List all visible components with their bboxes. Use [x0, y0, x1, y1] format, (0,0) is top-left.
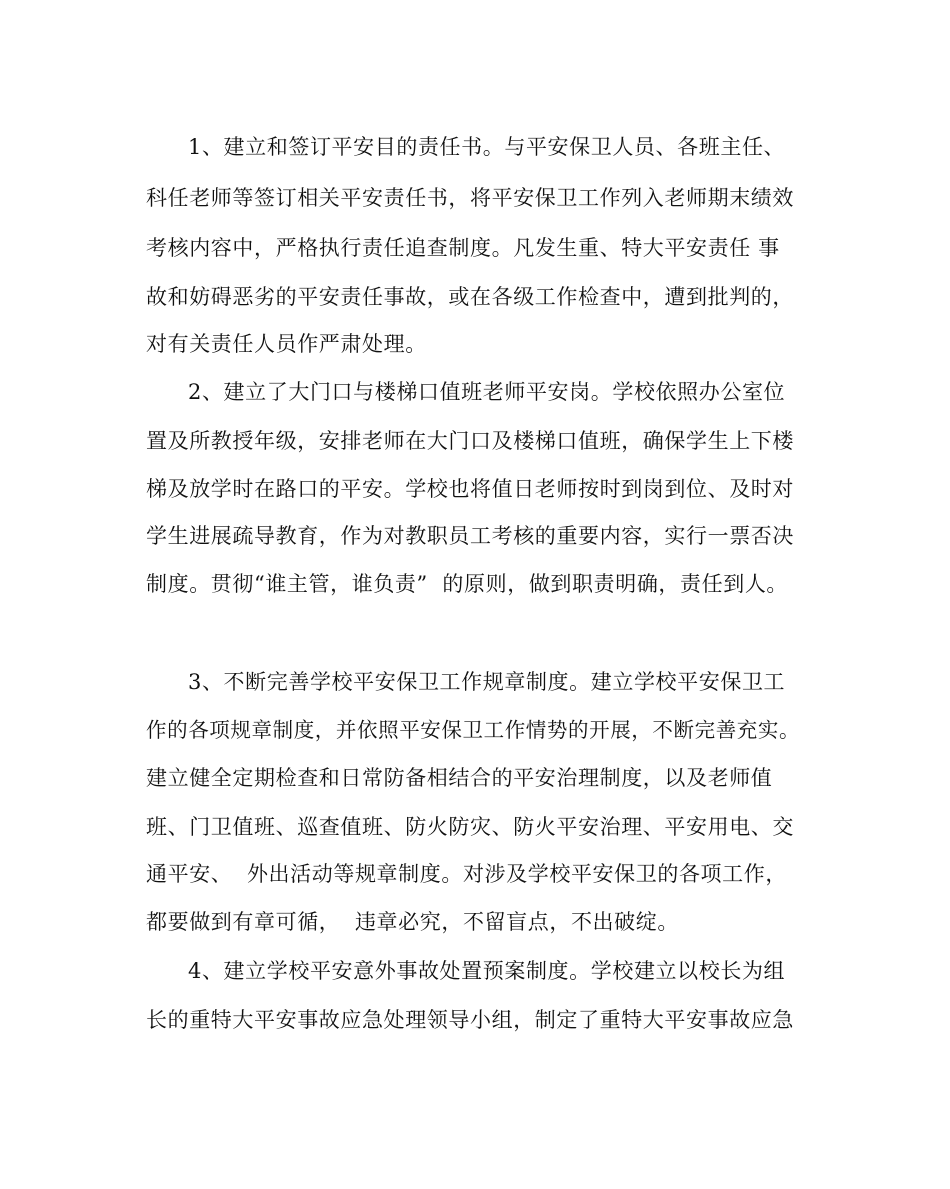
paragraph-1-line-5: 对有关责任人员作严肃处理。: [146, 332, 427, 356]
paragraph-4-line-1: 4、建立学校平安意外事故处置预案制度。学校建立以校长为组: [188, 959, 786, 983]
paragraph-2-line-1: 2、建立了大门口与楼梯口值班老师平安岗。学校依照办公室位: [188, 380, 786, 404]
paragraph-3-line-6: 都要做到有章可循， 违章必究，不留盲点，不出破绽。: [146, 910, 679, 934]
paragraph-2-line-2: 置及所教授年级，安排老师在大门口及楼梯口值班，确保学生上下楼: [146, 429, 794, 453]
paragraph-3-line-3: 建立健全定期检查和日常防备相结合的平安治理制度，以及老师值: [146, 766, 773, 790]
paragraph-3-line-1: 3、不断完善学校平安保卫工作规章制度。建立学校平安保卫工: [188, 670, 786, 694]
paragraph-2-line-5: 制度。贯彻“谁主管，谁负责” 的原则，做到职责明确，责任到人。: [146, 572, 789, 596]
paragraph-3-line-4: 班、门卫值班、巡查值班、防火防灾、防火平安治理、平安用电、交: [146, 815, 794, 839]
paragraph-1-line-4: 故和妨碍恶劣的平安责任事故，或在各级工作检查中，遭到批判的，: [146, 285, 794, 309]
paragraph-4-line-2: 长的重特大平安事故应急处理领导小组，制定了重特大平安事故应急: [146, 1008, 794, 1032]
paragraph-2-line-4: 学生进展疏导教育，作为对教职员工考核的重要内容，实行一票否决: [146, 524, 794, 548]
paragraph-1-line-2: 科任老师等签订相关平安责任书，将平安保卫工作列入老师期末绩效: [146, 186, 794, 210]
paragraph-2-line-3: 梯及放学时在路口的平安。学校也将值日老师按时到岗到位、及时对: [146, 477, 794, 501]
paragraph-1-line-1: 1、建立和签订平安目的责任书。与平安保卫人员、各班主任、: [188, 135, 786, 159]
paragraph-3-line-2: 作的各项规章制度，并依照平安保卫工作情势的开展，不断完善充实。: [146, 718, 801, 742]
paragraph-3-line-5: 通平安、 外出活动等规章制度。对涉及学校平安保卫的各项工作，: [146, 862, 787, 886]
paragraph-1-line-3: 考核内容中，严格执行责任追查制度。凡发生重、特大平安责任 事: [146, 236, 780, 260]
